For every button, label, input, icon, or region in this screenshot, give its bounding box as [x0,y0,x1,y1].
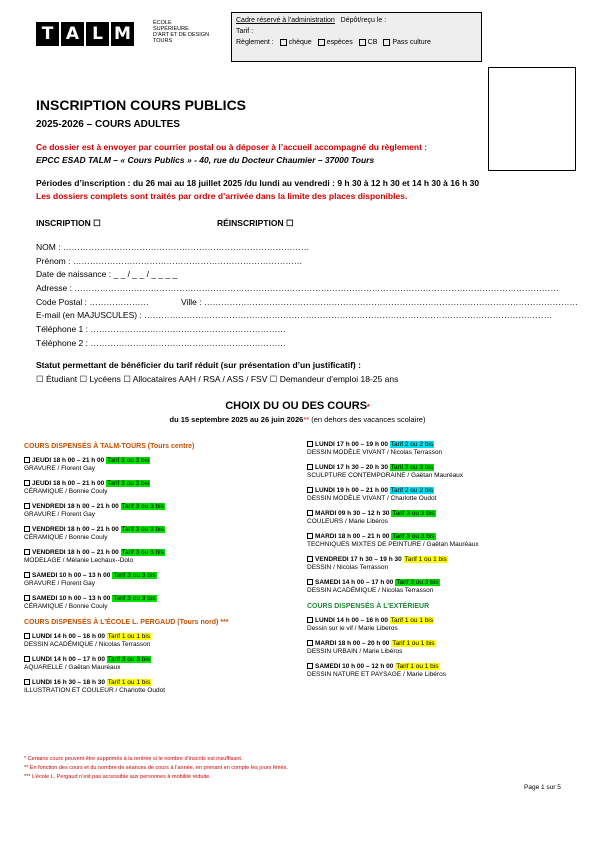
course-item[interactable] [307,487,567,503]
course-checkbox[interactable] [307,617,313,623]
course-time: VENDREDI 18 h 00 – 21 h 00 [32,549,119,556]
course-item[interactable] [24,595,279,611]
course-checkbox[interactable] [24,457,30,463]
course-description: MODELAGE / Mélanie Lechaux--Dolo [24,557,134,564]
admin-box [231,12,482,62]
course-checkbox[interactable] [307,464,313,470]
course-checkbox[interactable] [24,656,30,662]
dates-text: du 15 septembre 2025 au 26 juin 2026 [169,415,304,424]
footnote: ** En fonction des cours et du nombre de séances de cours à l’année, en prenant en compte les jours fériés. [24,765,288,771]
page-title: INSCRIPTION COURS PUBLICS [36,97,247,113]
course-description: DESSIN / Nicolas Terrasson [307,564,389,571]
logo-letter: A [61,22,84,46]
course-description: GRAVURE / Florent Gay [24,511,96,518]
school-line: SUPÉRIEURE [153,26,189,32]
course-description: DESSIN NATURE ET PAYSAGE / Marie Libéros [307,671,446,678]
course-item[interactable] [24,679,279,695]
course-tarif: Tarif 1 ou 1 bis [396,663,439,670]
course-tarif: Tarif 1 ou 1 bis [404,556,447,563]
admin-tarif: Tarif : [236,28,254,35]
course-tarif: Tarif 1 ou 1 bis [107,633,151,640]
course-item[interactable] [24,480,279,496]
course-item[interactable] [307,533,567,549]
course-description: Dessin sur le vif / Marie Liberos [307,625,398,632]
course-time: SAMEDI 10 h 00 – 13 h 00 [32,572,111,579]
school-line: ÉCOLE [153,20,172,26]
course-item[interactable] [307,464,567,480]
course-description: DESSIN MODÈLE VIVANT / Charlotte Oudot [307,495,437,502]
course-time: SAMEDI 10 h 00 – 12 h 00 [315,663,394,670]
course-checkbox[interactable] [307,533,313,539]
course-time: LUNDI 14 h 00 – 16 h 00 [32,633,105,640]
email-field[interactable]: E-mail (en MAJUSCULES) : ……………………………………………………………………………………………………………………………… [36,310,553,320]
course-description: DESSIN URBAIN / Marie Libéros [307,648,403,655]
course-time: LUNDI 14 h 00 – 16 h 00 [315,617,388,624]
reinscription-checkbox[interactable]: RÉINSCRIPTION ☐ [217,218,294,228]
section-talm-tours: COURS DISPENSÉS À TALM-TOURS (Tours centre) [24,443,195,450]
course-checkbox[interactable] [24,526,30,532]
admin-title: Cadre réservé à l’administration [236,17,335,24]
right-course-column [307,441,567,686]
course-tarif: Tarif 3 ou 3 bis [113,595,156,602]
course-checkbox[interactable] [307,441,313,447]
course-item[interactable] [307,510,567,526]
left-course-column [24,443,279,702]
admin-depot: Dépôt/reçu le : [340,17,387,24]
admin-reglement: Règlement : [236,39,274,46]
course-item[interactable] [307,441,567,457]
choix-title-text: CHOIX DU OU DES COURS [225,400,368,412]
section-exterieur: COURS DISPENSÉS À L’EXTÉRIEUR [307,603,430,610]
logo-letter: M [111,22,134,46]
footnote: *** L’école L. Pergaud n’est pas accessible aux personnes à mobilité réduite. [24,774,211,780]
footnote: * Certains cours peuvent être supprimés à la rentrée si le nombre d’inscrits est insuffisant. [24,756,243,762]
course-item[interactable] [24,656,279,672]
school-line: TOURS [153,38,173,44]
course-checkbox[interactable] [24,503,30,509]
logo-letter: L [86,22,109,46]
course-time: JEUDI 18 h 00 – 21 h 00 [32,480,105,487]
course-checkbox[interactable] [24,549,30,555]
school-line: D'ART ET DE DESIGN [153,32,210,38]
course-description: ILLUSTRATION ET COULEUR / Charlotte Oudot [24,687,165,694]
postal-address: EPCC ESAD TALM – « Cours Publics » - 40, rue du Docteur Chaumier – 37000 Tours [36,155,375,165]
course-item[interactable] [307,556,567,572]
course-description: TECHNIQUES MIXTES DE PEINTURE / Gaëtan Mauréaux [307,541,479,548]
processing-rule: Les dossiers complets sont traités par ordre d’arrivée dans la limite des places disponibles. [36,191,408,201]
phone2-field[interactable]: Téléphone 2 : …………………………………………………………… [36,338,286,348]
course-time: LUNDI 14 h 00 – 17 h 00 [32,656,105,663]
course-description: GRAVURE / Florent Gay [24,580,96,587]
course-time: JEUDI 18 h 00 – 21 h 00 [32,457,105,464]
course-item[interactable] [24,549,279,565]
choix-title [0,400,595,412]
address-field[interactable]: Adresse : ……………………………………………………………………………………………………………………………………………………… [36,283,559,293]
course-tarif: Tarif 3 ou 3 bis [392,510,435,517]
course-tarif: Tarif 3 ou 3 bis [392,533,435,540]
course-time: VENDREDI 18 h 00 – 21 h 00 [32,526,119,533]
course-description: CÉRAMIQUE / Bonnie Couly [24,534,108,541]
course-checkbox[interactable] [307,640,313,646]
course-checkbox[interactable] [24,595,30,601]
course-tarif: Tarif 1 ou 1 bis [390,617,434,624]
course-time: LUNDI 19 h 00 – 21 h 00 [315,487,388,494]
choix-star: * [367,404,370,411]
option-label: chèque [288,39,312,46]
send-instruction: Ce dossier est à envoyer par courrier postal ou à déposer à l’accueil accompagné du règlement : [36,142,428,152]
course-tarif: Tarif 3 ou 3 bis [113,572,156,579]
dates-note: (en dehors des vacances scolaire) [309,415,426,424]
course-checkbox[interactable] [307,579,313,585]
course-tarif: Tarif 2 ou 2 bis [390,441,434,448]
course-checkbox[interactable] [24,572,30,578]
course-time: MARDI 09 h 30 – 12 h 30 [315,510,390,517]
logo-letter: T [36,22,59,46]
page-number: Page 1 sur 5 [524,784,561,791]
course-item[interactable] [24,457,279,473]
course-description: AQUARELLE / Gaëtan Mauréaux [24,664,121,671]
course-tarif: Tarif 3 ou 3 bis [107,656,151,663]
checkbox-pass-culture[interactable] [383,39,390,46]
course-tarif: Tarif 1 ou 1 bis [392,640,435,647]
photo-box [488,67,576,171]
checkbox-cheque[interactable] [280,39,287,46]
talm-logo [36,22,136,46]
course-checkbox[interactable] [307,510,313,516]
course-description: GRAVURE / Florent Gay [24,465,96,472]
postal-code-field[interactable]: Code Postal : ………………… [36,297,149,307]
course-checkbox[interactable] [24,679,30,685]
footnotes [24,755,288,782]
course-item[interactable] [24,526,279,542]
city-field[interactable]: Ville : …………………………………………………………………………………………………………………… [181,297,578,307]
section-pergaud: COURS DISPENSÉS À L’ÉCOLE L. PERGAUD (Tours nord) *** [24,619,229,626]
course-checkbox[interactable] [307,663,313,669]
course-time: LUNDI 17 h 00 – 19 h 00 [315,441,388,448]
birthdate-field[interactable]: Date de naissance : _ _ / _ _ / _ _ _ _ [36,269,178,279]
option-label: CB [367,39,378,46]
course-description: COULEURS / Marie Libéros [307,518,388,525]
dates-star: ** [303,415,310,424]
inscription-checkbox[interactable]: INSCRIPTION ☐ [36,218,101,228]
course-item[interactable] [24,503,279,519]
statut-options[interactable]: ☐ Étudiant ☐ Lycéens ☐ Allocataires AAH / RSA / ASS / FSV ☐ Demandeur d’emploi 18-25 ans [36,374,399,384]
course-description: DESSIN ACADÉMIQUE / Nicolas Terrasson [307,587,434,594]
course-tarif: Tarif 1 ou 1 bis [107,679,151,686]
course-time: LUNDI 17 h 30 – 20 h 30 [315,464,388,471]
course-time: SAMEDI 14 h 00 – 17 h 00 [315,579,394,586]
course-tarif: Tarif 3 ou 3 bis [121,526,164,533]
course-checkbox[interactable] [24,480,30,486]
course-item[interactable] [24,633,279,649]
course-tarif: Tarif 3 ou 3 bis [107,457,150,464]
registration-periods: Périodes d’inscription : du 26 mai au 18 juillet 2025 /du lundi au vendredi : 9 h 30 à 12 h 30 et 14 h 30 à 16 h 30 [36,178,480,188]
course-tarif: Tarif 3 ou 3 bis [396,579,439,586]
checkbox-cb[interactable] [359,39,366,46]
course-item[interactable] [307,617,567,633]
course-description: CÉRAMIQUE / Bonnie Couly [24,603,108,610]
checkbox-especes[interactable] [318,39,325,46]
course-time: MARDI 18 h 00 – 21 h 00 [315,533,390,540]
course-description: DESSIN MODÈLE VIVANT / Nicolas Terrasson [307,449,443,456]
course-item[interactable] [307,663,567,679]
course-time: VENDREDI 17 h 30 – 19 h 30 [315,556,402,563]
course-time: SAMEDI 10 h 00 – 13 h 00 [32,595,111,602]
course-checkbox[interactable] [307,556,313,562]
option-label: Pass culture [392,39,431,46]
statut-title: Statut permettant de bénéficier du tarif réduit (sur présentation d’un justificatif) : [36,360,361,370]
option-label: espèces [326,39,353,46]
course-tarif: Tarif 3 ou 3 bis [121,503,164,510]
course-tarif: Tarif 3 ou 3 bis [121,549,164,556]
course-tarif: Tarif 3 ou 3 bis [390,464,434,471]
course-checkbox[interactable] [307,487,313,493]
course-description: SCULPTURE CONTEMPORAINE / Gaëtan Mauréaux [307,472,464,479]
prenom-field[interactable]: Prénom : ……………………………………………………………………… [36,256,303,266]
course-item[interactable] [24,572,279,588]
course-time: LUNDI 16 h 30 – 18 h 30 [32,679,105,686]
course-tarif: Tarif 2 ou 2 bis [390,487,434,494]
course-item[interactable] [307,579,567,595]
phone1-field[interactable]: Téléphone 1 : …………………………………………………………… [36,324,286,334]
course-time: VENDREDI 18 h 00 – 21 h 00 [32,503,119,510]
course-time: MARDI 18 h 00 – 20 h 00 [315,640,390,647]
course-tarif: Tarif 3 ou 3 bis [107,480,150,487]
course-item[interactable] [307,640,567,656]
course-checkbox[interactable] [24,633,30,639]
course-description: DESSIN ACADÉMIQUE / Nicolas Terrasson [24,641,151,648]
course-description: CÉRAMIQUE / Bonnie Couly [24,488,108,495]
choix-dates [0,415,595,424]
school-name [153,20,223,44]
nom-field[interactable]: NOM : …………………………………………………………………………… [36,242,310,252]
page-subtitle: 2025-2026 – COURS ADULTES [36,119,180,130]
